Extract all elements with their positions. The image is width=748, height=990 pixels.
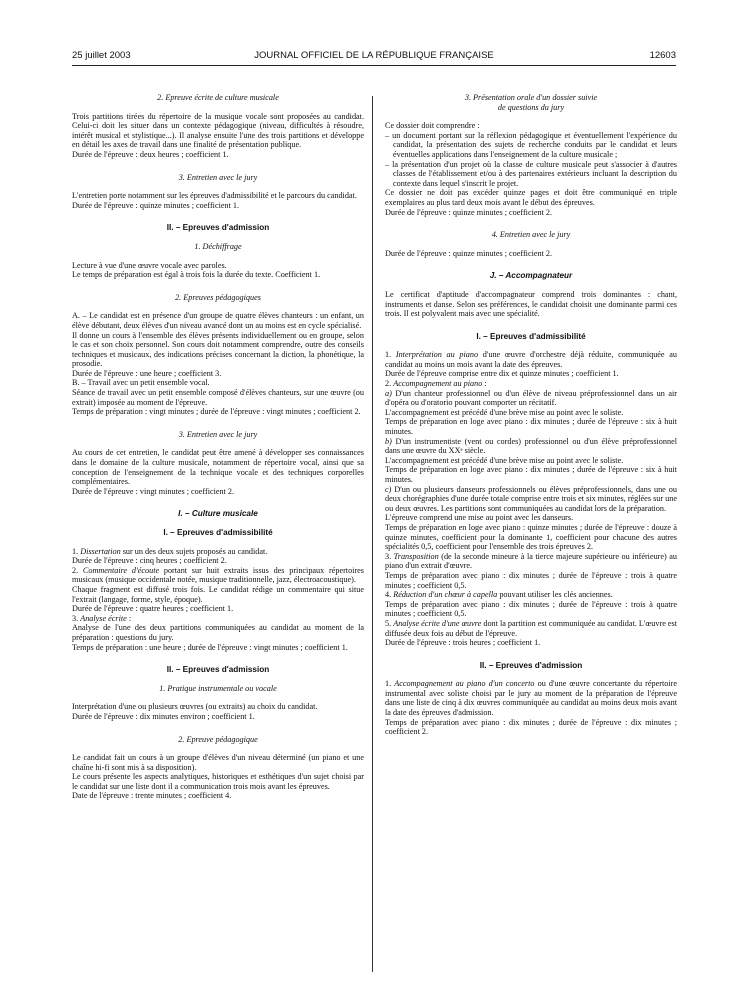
item-text: d'une œuvre d'orchestre déjà réduite, communiquée au candidat au moins un mois avant la date des épreuves.	[385, 350, 677, 369]
item-label: Réduction d'un chœur à capella	[393, 590, 498, 600]
header-rule	[72, 65, 676, 66]
paragraph: Le temps de préparation est égal à trois fois la durée du texte. Coefficient 1.	[72, 270, 321, 280]
paragraph: Temps de préparation en loge avec piano : dix minutes ; durée de l'épreuve : six à huit minutes.	[385, 417, 677, 437]
item-number: 3.	[385, 551, 394, 561]
item-text: D'un ou plusieurs danseurs professionnels ou élèves préprofessionnels, dans une ou deux chorégraphies d'une durée totale comprise entre trois et six minutes, réglées sur une ou deux œuvres. Les partitions sont communiquées au candidat lors de la préparation.	[385, 484, 677, 513]
paragraph	[385, 379, 677, 389]
paragraph: L'épreuve comprend une mise au point avec les danseurs.	[385, 513, 574, 523]
item-number: 1.	[385, 350, 396, 360]
item-number: 3.	[72, 613, 81, 623]
item-number: 5.	[385, 618, 394, 628]
paragraph: Trois partitions tirées du répertoire de la musique vocale sont proposées au candidat. Celui-ci doit les situer dans un contexte pédagogique (niveau, difficultés à résoudre, intérêt musical et stylistique...). Il analyse ensuite l'une des trois partitions et développe en détail les axes de travail dans une finalité de présentation publique.	[72, 111, 364, 150]
item-number: 2.	[72, 565, 83, 575]
paragraph: Durée de l'épreuve comprise entre dix et quinze minutes ; coefficient 1.	[385, 369, 619, 379]
paragraph: Temps de préparation en loge avec piano : dix minutes ; durée de l'épreuve : six à huit minutes.	[385, 465, 677, 484]
paragraph	[385, 389, 677, 408]
paragraph	[385, 350, 677, 369]
paragraph: Temps de préparation avec piano : dix minutes ; durée de l'épreuve : trois à quatre minutes ; coefficient 0,5.	[385, 570, 677, 590]
item-label: Dissertation	[80, 546, 121, 556]
item-label: Accompagnement au piano d'un concerto	[394, 679, 535, 689]
paragraph: Durée de l'épreuve : quinze minutes ; coefficient 2.	[385, 207, 553, 217]
paragraph: Temps de préparation : vingt minutes ; durée de l'épreuve : vingt minutes ; coefficient 2.	[72, 407, 361, 417]
paragraph: Durée de l'épreuve : dix minutes environ ; coefficient 1.	[72, 711, 255, 721]
item-label: Commentaire d'écoute	[82, 565, 160, 575]
paragraph: Durée de l'épreuve : deux heures ; coefficient 1.	[72, 149, 229, 159]
section-title: 2. Epreuve écrite de culture musicale	[157, 93, 279, 102]
item-text: :	[482, 379, 487, 389]
item-text: ou d'une œuvre concertante du répertoire instrumental avec soliste choisi par le jury au moment de la préparation de l'épreuve dans une liste de cinq à dix œuvres communiquée au candidat au moins deux mois avant la date des épreuves d'admission.	[385, 679, 677, 718]
section-heading: J. – Accompagnateur	[489, 271, 573, 281]
paragraph: Temps de préparation : une heure ; durée de l'épreuve : vingt minutes ; coefficient 1.	[72, 642, 348, 652]
paragraph	[385, 437, 677, 456]
item-text: D'un instrumentiste (vent ou cordes) professionnel ou d'un élève préprofessionnel dans une œuvre du XXᵉ siècle.	[385, 436, 677, 456]
paragraph: Ce dossier ne doit pas excéder quinze pages et doit être communiqué en triple exemplaires au plus tard deux mois avant le début des épreuves.	[385, 188, 677, 207]
section-heading: II. – Epreuves d'admission	[166, 223, 270, 233]
list-item: – un document portant sur la réflexion pédagogique et éventuellement l'expérience du candidat, la présentation des sujets de recherche conduits par le candidat et leurs éventuelles applications dans l'enseignement de la culture musicale ;	[385, 130, 677, 159]
paragraph	[385, 590, 677, 600]
item-text: sur un des deux sujets proposés au candidat.	[120, 546, 268, 556]
item-text: (de la seconde mineure à la tierce majeure supérieure ou inférieure) au piano d'un extrait d'œuvre.	[385, 551, 678, 571]
paragraph: Durée de l'épreuve : vingt minutes ; coefficient 2.	[72, 486, 235, 496]
paragraph: L'accompagnement est précédé d'une brève mise au point avec le soliste.	[385, 455, 624, 465]
paragraph: Temps de préparation avec piano : dix minutes ; durée de l'épreuve : trois à quatre minutes ; coefficient 0,5.	[385, 599, 677, 619]
paragraph	[72, 547, 364, 557]
paragraph: Date de l'épreuve : trente minutes ; coefficient 4.	[72, 791, 232, 801]
paragraph: Analyse de l'une des deux partitions communiquées au candidat au moment de la préparation : questions du jury.	[72, 623, 364, 642]
paragraph	[385, 552, 677, 571]
paragraph: Séance de travail avec un petit ensemble composé d'élèves chanteurs, sur une œuvre (ou extrait) imposée au moment de l'épreuve.	[72, 388, 364, 407]
item-text: dont la partition est communiquée au candidat. L'œuvre est diffusée deux fois au début de l'épreuve.	[385, 618, 677, 638]
paragraph: L'entretien porte notamment sur les épreuves d'admissibilité et le parcours du candidat.	[72, 191, 357, 201]
paragraph: L'accompagnement est précédé d'une brève mise au point avec le soliste.	[385, 407, 624, 417]
item-label: Interprétation au piano	[395, 350, 479, 360]
paragraph: Lecture à vue d'une œuvre vocale avec paroles.	[72, 260, 227, 270]
section-title: 2. Epreuves pédagogiques	[175, 292, 261, 302]
header-page-number: 12603	[649, 50, 676, 61]
left-column	[72, 93, 364, 801]
paragraph: Temps de préparation en loge avec piano : quinze minutes ; durée de l'épreuve : douze à quinze minutes, coefficient pour la dominante 1, coefficient pour chacune des autres spécialités 0,5, coefficient pour l'ensemble des trois épreuves 2.	[385, 522, 677, 552]
item-text: portant sur huit extraits issus des principaux répertoires musicaux (musique occidentale notée, musique traditionnelle, jazz, électroacoustique).	[72, 565, 364, 585]
item-label: Accompagnement au piano	[393, 379, 483, 389]
item-text: D'un chanteur professionnel ou d'un élève de niveau préprofessionnel dans un air d'opéra ou d'oratorio pouvant comporter un récitatif.	[385, 388, 677, 408]
paragraph: Il donne un cours à l'ensemble des élèves présents individuellement ou en groupe, selon le cas et son choix personnel. Son cours doit notamment comprendre, outre des conseils techniques et musicaux, des indications précises concernant la diction, la phonétique, la prosodie.	[72, 330, 364, 369]
section-heading: I. – Culture musicale	[178, 509, 258, 519]
item-number: 4.	[385, 590, 394, 600]
item-text: pouvant utiliser les clés anciennes.	[497, 590, 613, 600]
paragraph: A. – Le candidat est en présence d'un groupe de quatre élèves chanteurs : un enfant, un élève débutant, deux élèves d'un niveau avancé dont un au moins est en cycle spécialisé.	[72, 311, 364, 330]
item-text: :	[126, 613, 132, 623]
paragraph: Interprétation d'une ou plusieurs œuvres (ou extraits) au choix du candidat.	[72, 702, 318, 712]
item-number: 2.	[385, 379, 394, 389]
paragraph: Durée de l'épreuve : trois heures ; coefficient 1.	[385, 638, 541, 648]
paragraph: Le candidat fait un cours à un groupe d'élèves d'un niveau déterminé (un piano et une chaîne hi-fi sont mis à sa disposition).	[72, 753, 364, 772]
header-title: JOURNAL OFFICIEL DE LA RÉPUBLIQUE FRANÇAISE	[254, 50, 494, 61]
paragraph: B. – Travail avec un petit ensemble vocal.	[72, 378, 210, 388]
paragraph: Chaque fragment est diffusé trois fois. Le candidat rédige un commentaire qui situe l'extrait (langage, forme, style, époque).	[72, 584, 364, 604]
section-title: 3. Entretien avec le jury	[178, 429, 258, 439]
paragraph: Le certificat d'aptitude d'accompagnateur comprend trois dominantes : chant, instruments et danse. Selon ses préférences, le candidat choisit une dominante parmi ces trois. Il est polyvalent mais avec une spécialité.	[385, 289, 677, 319]
paragraph	[72, 614, 364, 624]
item-label: Analyse écrite d'une œuvre	[393, 618, 482, 628]
paragraph: Ce dossier doit comprendre :	[385, 121, 480, 131]
section-heading: I. – Epreuves d'admissibilité	[476, 331, 586, 341]
item-label: Analyse écrite	[80, 613, 127, 623]
section-title: 4. Entretien avec le jury	[491, 230, 571, 240]
item-letter: c)	[385, 484, 392, 494]
paragraph: Le cours présente les aspects analytiques, historiques et esthétiques d'un sujet choisi par le candidat sur une liste dont il a communication trois mois avant les épreuves.	[72, 772, 364, 791]
paragraph	[385, 619, 677, 638]
item-letter: a)	[385, 388, 392, 398]
section-title: 1. Pratique instrumentale ou vocale	[159, 683, 277, 693]
paragraph	[72, 566, 364, 585]
section-heading: II. – Epreuves d'admission	[479, 660, 583, 670]
paragraph: Temps de préparation avec piano : dix minutes ; durée de l'épreuve : dix minutes ; coefficient 2.	[385, 717, 677, 737]
paragraph	[385, 485, 677, 514]
section-title: 3. Présentation orale d'un dossier suivie	[464, 93, 598, 102]
paragraph	[385, 679, 677, 717]
right-column	[385, 93, 677, 737]
item-label: Transposition	[393, 551, 439, 561]
item-number: 1.	[385, 679, 395, 689]
item-number: 1.	[72, 546, 81, 556]
paragraph: Durée de l'épreuve : une heure ; coefficient 3.	[72, 368, 222, 378]
paragraph: Durée de l'épreuve : cinq heures ; coefficient 2.	[72, 556, 227, 566]
list-item: – la présentation d'un projet où la classe de culture musicale peut s'associer à d'autres classes de l'établissement et/ou à des partenaires extérieurs incluant la description du contexte dans lequel s'inscrit le projet.	[385, 159, 677, 188]
section-title-continued: de questions du jury	[497, 102, 565, 112]
section-title: 2. Epreuve pédagogique	[178, 734, 258, 744]
paragraph: Au cours de cet entretien, le candidat peut être amené à développer ses connaissances dans le domaine de la culture musicale, notamment de répertoire vocal, ainsi que sa conception de l'enseignement de la technique vocale et des techniques corporelles complémentaires.	[72, 448, 364, 487]
section-title: 3. Entretien avec le jury	[178, 172, 258, 182]
header-date: 25 juillet 2003	[72, 50, 131, 61]
column-divider	[372, 96, 373, 972]
paragraph: Durée de l'épreuve : quatre heures ; coefficient 1.	[72, 604, 234, 614]
section-heading: I. – Epreuves d'admissibilité	[163, 528, 273, 537]
section-heading: II. – Epreuves d'admission	[166, 665, 270, 675]
paragraph: Durée de l'épreuve : quinze minutes ; coefficient 1.	[72, 200, 240, 210]
paragraph: Durée de l'épreuve : quinze minutes ; coefficient 2.	[385, 248, 553, 258]
item-letter: b)	[385, 436, 392, 446]
section-title: 1. Déchiffrage	[194, 241, 242, 251]
